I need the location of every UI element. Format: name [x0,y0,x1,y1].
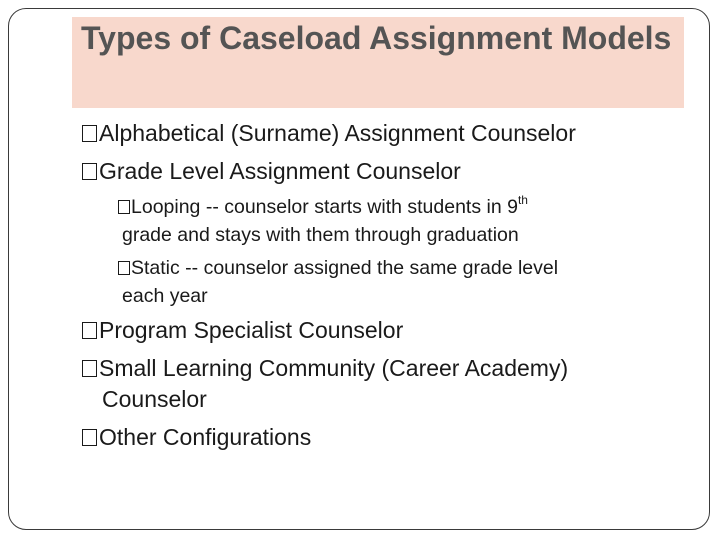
sub-bullet-static-cont [122,281,208,311]
bullet-box-icon [82,360,97,377]
bullet-box-icon [82,125,97,142]
bullet-text: Program Specialist Counselor [99,317,404,343]
bullet-text: Alphabetical (Surname) Assignment Counselor [99,120,576,146]
bullet-text: Looping -- counselor starts with students in 9 [131,196,518,218]
bullet-grade-level [82,156,461,187]
bullet-small-learning-community-cont [102,384,207,415]
bullet-box-icon [82,163,97,180]
bullet-box-icon [118,261,130,275]
sub-bullet-looping [118,192,528,222]
slide-title: Types of Caseload Assignment Models [81,20,672,56]
bullet-text: Other Configurations [99,424,312,450]
bullet-program-specialist [82,315,403,346]
sub-bullet-looping-cont [122,220,519,250]
sub-bullet-static [118,253,558,283]
bullet-box-icon [82,322,97,339]
bullet-other-configurations [82,422,311,453]
bullet-text: Grade Level Assignment Counselor [99,158,461,184]
bullet-text: each year [122,285,208,307]
title-box [72,17,684,108]
bullet-text: grade and stays with them through graduation [122,224,519,246]
bullet-text: Counselor [102,386,207,412]
bullet-box-icon [82,429,97,446]
bullet-small-learning-community [82,353,568,384]
bullet-text: Static -- counselor assigned the same grade level [131,257,559,279]
bullet-alphabetical [82,118,576,149]
superscript-th: th [517,192,528,207]
bullet-box-icon [118,200,130,214]
bullet-text: Small Learning Community (Career Academy) [99,355,569,381]
